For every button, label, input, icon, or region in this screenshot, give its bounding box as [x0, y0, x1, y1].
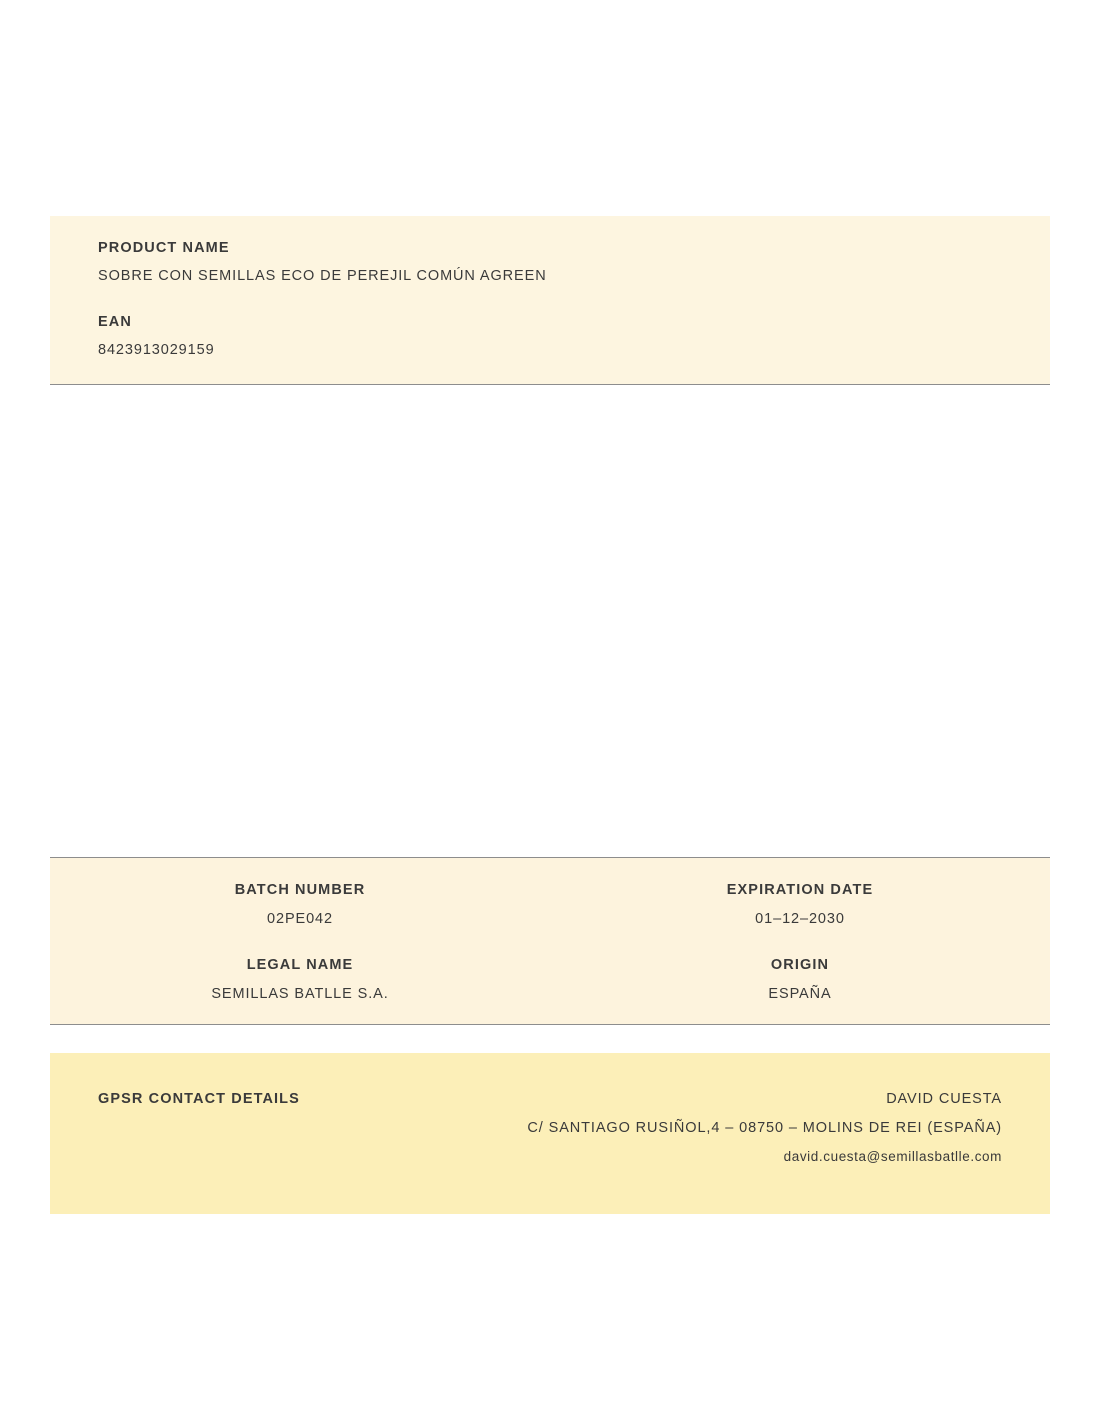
expiration-date-value: 01–12–2030: [755, 911, 845, 927]
gpsr-contact-address: C/ SANTIAGO RUSIÑOL,4 – 08750 – MOLINS DE REI (ESPAÑA): [527, 1120, 1002, 1136]
batch-number-label: BATCH NUMBER: [234, 882, 366, 898]
ean-field: [98, 314, 1002, 358]
details-grid: [50, 882, 1050, 1002]
origin-cell: [550, 957, 1050, 1002]
product-name-label: PRODUCT NAME: [98, 240, 230, 256]
expiration-date-cell: [550, 882, 1050, 927]
origin-value: ESPAÑA: [768, 986, 832, 1002]
product-name-field: [98, 240, 1002, 284]
legal-name-label: LEGAL NAME: [246, 957, 354, 973]
product-name-value: SOBRE CON SEMILLAS ECO DE PEREJIL COMÚN AGREEN: [98, 268, 547, 284]
legal-name-cell: [50, 957, 550, 1002]
gpsr-contact-email[interactable]: david.cuesta@semillasbatlle.com: [783, 1149, 1002, 1164]
gpsr-contact-lines: [527, 1091, 1002, 1164]
gpsr-contact-title: GPSR CONTACT DETAILS: [98, 1091, 300, 1107]
product-info-panel: [50, 216, 1050, 385]
ean-label: EAN: [98, 314, 132, 330]
batch-number-cell: [50, 882, 550, 927]
batch-number-value: 02PE042: [267, 911, 333, 927]
product-details-panel: [50, 857, 1050, 1025]
legal-name-value: SEMILLAS BATLLE S.A.: [211, 986, 389, 1002]
gpsr-contact-panel: [50, 1053, 1050, 1214]
origin-label: ORIGIN: [770, 957, 830, 973]
gpsr-contact-name: DAVID CUESTA: [886, 1091, 1002, 1107]
blank-content-area: [50, 394, 1050, 857]
expiration-date-label: EXPIRATION DATE: [726, 882, 874, 898]
ean-value: 8423913029159: [98, 342, 215, 358]
